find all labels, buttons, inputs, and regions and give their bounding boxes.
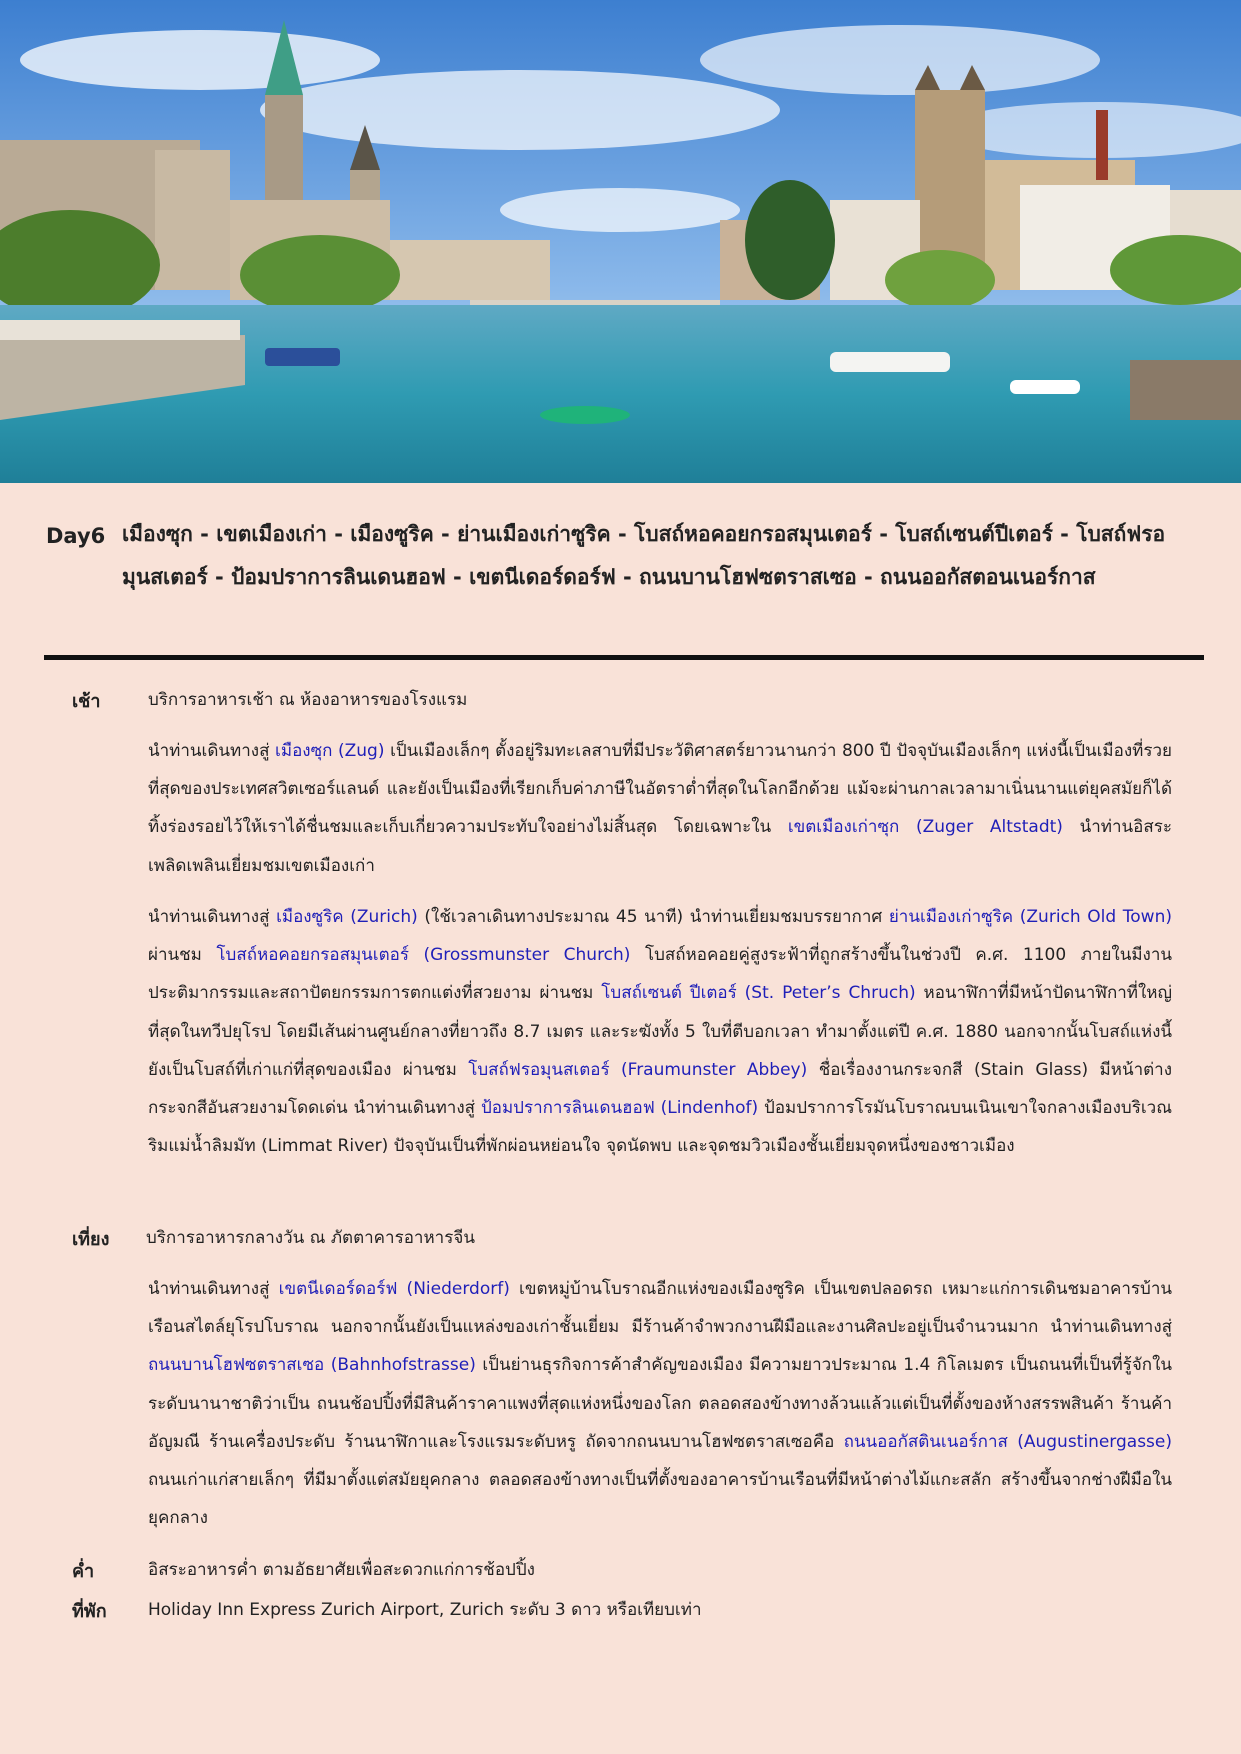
dinner-text: อิสระอาหารค่ำ ตามอัธยาศัยเพื่อสะดวกแก่การช้อปปิ้ง	[148, 1560, 535, 1580]
text: เป็นเมืองเล็กๆ ตั้งอยู่ริมทะเลสาบที่มีประวัติศาสตร์ยาวนานกว่า 800 ปี ปัจจุบันเมืองเล็กๆ แห่งนี้เป็นเมืองที่รวยที่สุดของประเทศสวิตเซอร์แลนด์ และยังเป็นเมืองที่เรียกเก็บค่าภาษีในอัตราต่ำที่สุดในโลกอีกด้วย แม้จะผ่านกาลเวลามาเนิ่นนานแต่ยุคสมัยก็ได้ทิ้งร่องรอยไว้ให้เราได้ชื่นชมและเก็บเกี่ยวความประทับใจอย่างไม่สิ้นสุด โดยเฉพาะใน	[148, 741, 1172, 838]
text: เขตหมู่บ้านโบราณอีกแห่งของเมืองซูริค เป็นเขตปลอดรถ เหมาะแก่การเดินชมอาคารบ้านเรือนสไตล์ยุโรปโบราณ นอกจากนั้นยังเป็นแหล่งของเก่าชั้นเยี่ยม มีร้านค้าจำพวกงานฝีมือและงานศิลปะอยู่เป็นจำนวนมาก นำท่านเดินทางสู่	[148, 1279, 1173, 1338]
place-augustinergasse: ถนนออกัสตินเนอร์กาส (Augustinergasse)	[843, 1431, 1173, 1452]
place-fraumunster: โบสถ์ฟรอมุนสเตอร์ (Fraumunster Abbey)	[468, 1059, 808, 1080]
place-st-peter: โบสถ์เซนต์ ปีเตอร์ (St. Peter’s Chruch)	[601, 983, 916, 1004]
place-niederdorf: เขตนีเดอร์ดอร์ฟ (Niederdorf)	[278, 1279, 510, 1299]
text: โบสถ์หอคอยคู่สูงระฟ้าที่ถูกสร้างขึ้นในช่วงปี ค.ศ. 1100 ภายในมีงานประติมากรรมและสถาปัตยกรรมการตกแต่งที่สวยงาม ผ่านชม	[148, 945, 1172, 1004]
lunch-label: เที่ยง	[72, 1229, 110, 1250]
dinner-label: ค่ำ	[72, 1561, 95, 1582]
text: (ใช้เวลาเดินทางประมาณ 45 นาที) นำท่านเยี่ยมชมบรรยากาศ	[417, 907, 889, 927]
header-divider	[44, 655, 1204, 660]
zurich-paragraph	[148, 898, 1172, 1165]
text: นำท่านอิสระเพลิดเพลินเยี่ยมชมเขตเมืองเก่า	[148, 817, 1172, 876]
place-lindenhof: ป้อมปราการลินเดนฮอฟ (Lindenhof)	[480, 1098, 759, 1119]
day-title: เมืองซุก - เขตเมืองเก่า - เมืองซูริค - ย่านเมืองเก่าซูริค - โบสถ์หอคอยกรอสมุนเตอร์ - โบสถ์เซนต์ปีเตอร์ - โบสถ์ฟรอมุนสเตอร์ - ป้อมปราการลินเดนฮอฟ - เขตนีเดอร์ดอร์ฟ - ถนนบานโฮฟซตราสเซอ - ถนนออกัสตอนเนอร์กาส	[122, 522, 1166, 589]
lunch-text: บริการอาหารกลางวัน ณ ภัตตาคารอาหารจีน	[146, 1228, 475, 1248]
zurich-river-illustration	[0, 0, 1241, 483]
text: ผ่านชม	[148, 945, 217, 966]
place-zuger-altstadt: เขตเมืองเก่าซุก (Zuger Altstadt)	[787, 817, 1063, 838]
place-grossmunster: โบสถ์หอคอยกรอสมุนเตอร์ (Grossmunster Church)	[216, 945, 631, 966]
text: ชื่อเรื่องงานกระจกสี (Stain Glass) มีหน้าต่างกระจกสีอันสวยงามโดดเด่น นำท่านเดินทางสู่	[148, 1059, 1172, 1119]
text: ถนนเก่าแก่สายเล็กๆ ที่มีมาตั้งแต่สมัยยุคกลาง ตลอดสองข้างทางเป็นที่ตั้งของอาคารบ้านเรือนที่มีหน้าต่างไม้แกะสลัก สร้างขึ้นจากช่างฝีมือในยุคกลาง	[148, 1470, 1172, 1529]
hotel-text: Holiday Inn Express Zurich Airport, Zurich ระดับ 3 ดาว หรือเทียบเท่า	[148, 1600, 702, 1620]
text: นำท่านเดินทางสู่	[148, 1279, 279, 1299]
niederdorf-paragraph	[148, 1270, 1172, 1537]
text: หอนาฬิกาที่มีหน้าปัดนาฬิกาที่ใหญ่ที่สุดในทวีปยุโรป โดยมีเส้นผ่านศูนย์กลางที่ยาวถึง 8.7 เมตร และระฆังทั้ง 5 ใบที่ตีบอกเวลา ทำมาตั้งแต่ปี ค.ศ. 1880 นอกจากนั้นโบสถ์แห่งนี้ยังเป็นโบสถ์ที่เก่าแก่ที่สุดของเมือง ผ่านชม	[148, 983, 1172, 1080]
hotel-label: ที่พัก	[72, 1601, 107, 1622]
day-label: Day6	[46, 524, 106, 548]
text: นำท่านเดินทางสู่	[148, 907, 277, 927]
text: เป็นย่านธุรกิจการค้าสำคัญของเมือง มีความยาวประมาณ 1.4 กิโลเมตร เป็นถนนที่เป็นที่รู้จักในระดับนานาชาติว่าเป็น ถนนช้อปปิ้งที่มีสินค้าราคาแพงที่สุดแห่งหนึ่งของโลก ตลอดสองข้างทางล้วนแล้วแต่เป็นที่ตั้งของห้างสรรพสินค้า ร้านค้าอัญมณี ร้านเครื่องประดับ ร้านนาฬิกาและโรงแรมระดับหรู ถัดจากถนนบานโฮฟซตราสเซอคือ	[148, 1355, 1172, 1452]
breakfast-label: เช้า	[72, 691, 101, 712]
zug-paragraph	[148, 732, 1172, 885]
text: นำท่านเดินทางสู่	[148, 741, 276, 761]
place-bahnhofstrasse: ถนนบานโฮฟซตราสเซอ (Bahnhofstrasse)	[148, 1355, 476, 1376]
place-zug: เมืองซุก (Zug)	[275, 741, 385, 761]
text: ป้อมปราการโรมันโบราณบนเนินเขาใจกลางเมืองบริเวณริมแม่น้ำลิมมัท (Limmat River) ปัจจุบันเป็นที่พักผ่อนหย่อนใจ จุดนัดพบ และจุดชมวิวเมืองชั้นเยี่ยมจุดหนึ่งของชาวเมือง	[148, 1098, 1172, 1157]
place-zurich-old-town: ย่านเมืองเก่าซูริค (Zurich Old Town)	[888, 907, 1172, 927]
place-zurich: เมืองซูริค (Zurich)	[276, 907, 418, 927]
hero-photo	[0, 0, 1241, 483]
breakfast-text: บริการอาหารเช้า ณ ห้องอาหารของโรงแรม	[148, 690, 468, 710]
